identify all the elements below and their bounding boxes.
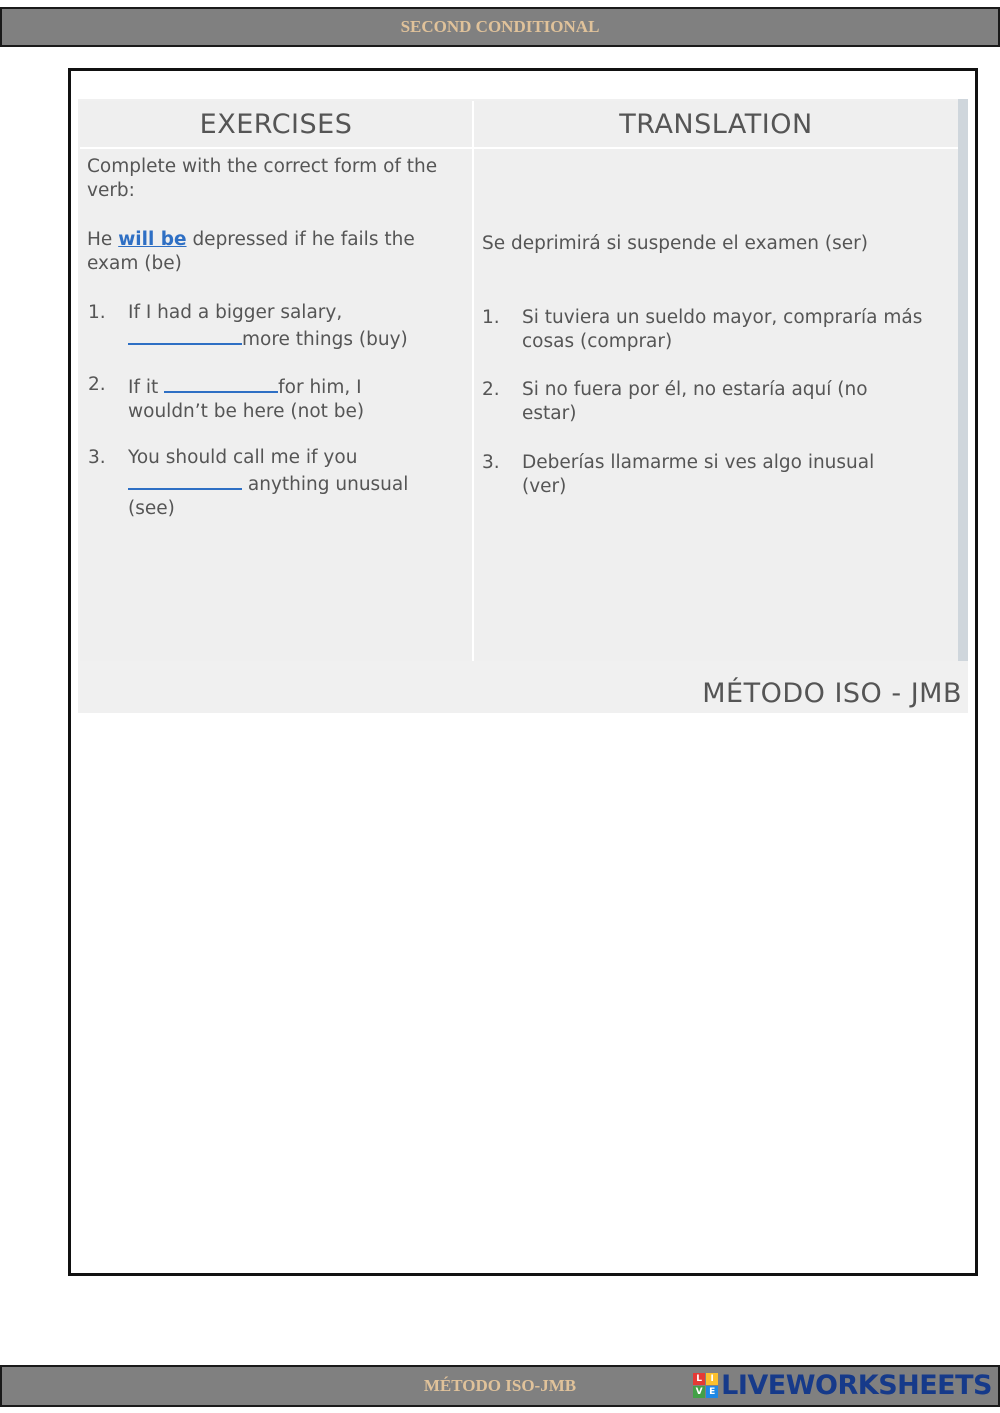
translation-example: Se deprimirá si suspende el examen (ser) bbox=[482, 233, 868, 254]
header-banner bbox=[0, 7, 1000, 47]
translation-item-2-text: Si no fuera por él, no estaría aquí (no estar) bbox=[522, 379, 868, 424]
translation-item-3 bbox=[474, 451, 954, 503]
answer-blank-1[interactable] bbox=[128, 325, 242, 345]
exercise-item-2 bbox=[80, 373, 470, 433]
item-1-line1: If I had a bigger salary, bbox=[128, 302, 343, 323]
item-number: 2. bbox=[482, 379, 500, 400]
slide-brand: MÉTODO ISO - JMB bbox=[702, 678, 962, 709]
item-3-line3: (see) bbox=[128, 498, 175, 519]
item-1-line2: more things (buy) bbox=[242, 329, 408, 350]
liveworksheets-wordmark: LIVEWORKSHEETS bbox=[721, 1369, 992, 1401]
exercise-item-1 bbox=[80, 301, 470, 361]
item-3-line2: anything unusual bbox=[247, 474, 409, 495]
item-number: 3. bbox=[88, 447, 106, 468]
translation-heading: TRANSLATION bbox=[474, 101, 958, 149]
translation-item-3-text: Deberías llamarme si ves algo inusual (ver) bbox=[522, 452, 875, 497]
item-3-line1: You should call me if you bbox=[128, 447, 358, 468]
exercises-column bbox=[80, 101, 474, 661]
translation-column bbox=[474, 101, 958, 661]
item-number: 1. bbox=[88, 302, 106, 323]
item-number: 3. bbox=[482, 452, 500, 473]
footer-title: MÉTODO ISO-JMB bbox=[423, 1376, 577, 1395]
example-sentence bbox=[87, 228, 457, 276]
liveworksheets-icon bbox=[693, 1373, 718, 1398]
logo-letter-l: L bbox=[693, 1373, 705, 1385]
item-2-after: for him, I bbox=[278, 377, 362, 398]
exercises-heading: EXERCISES bbox=[80, 101, 472, 149]
instruction-text: Complete with the correct form of the verb: bbox=[87, 156, 438, 201]
example-before: He bbox=[87, 229, 113, 250]
liveworksheets-logo[interactable] bbox=[693, 1370, 992, 1400]
answer-blank-2[interactable] bbox=[164, 373, 278, 393]
item-2-before: If it bbox=[128, 377, 159, 398]
logo-letter-i: I bbox=[706, 1373, 718, 1385]
translation-item-1 bbox=[474, 306, 954, 358]
item-number: 2. bbox=[88, 374, 106, 395]
example-after: depressed if he fails the exam (be) bbox=[87, 229, 415, 274]
slide-side-bar bbox=[958, 99, 968, 661]
item-2-line2: wouldn’t be here (not be) bbox=[128, 401, 365, 422]
exercise-item-3 bbox=[80, 446, 470, 526]
answer-blank-3[interactable] bbox=[128, 470, 242, 490]
example-answer: will be bbox=[118, 229, 187, 250]
exercise-slide bbox=[78, 99, 968, 713]
header-title: SECOND CONDITIONAL bbox=[400, 17, 600, 36]
translation-item-1-text: Si tuviera un sueldo mayor, compraría más cosas (comprar) bbox=[522, 307, 923, 352]
item-number: 1. bbox=[482, 307, 500, 328]
logo-letter-e: E bbox=[706, 1386, 718, 1398]
translation-item-2 bbox=[474, 378, 954, 430]
logo-letter-v: V bbox=[693, 1386, 705, 1398]
